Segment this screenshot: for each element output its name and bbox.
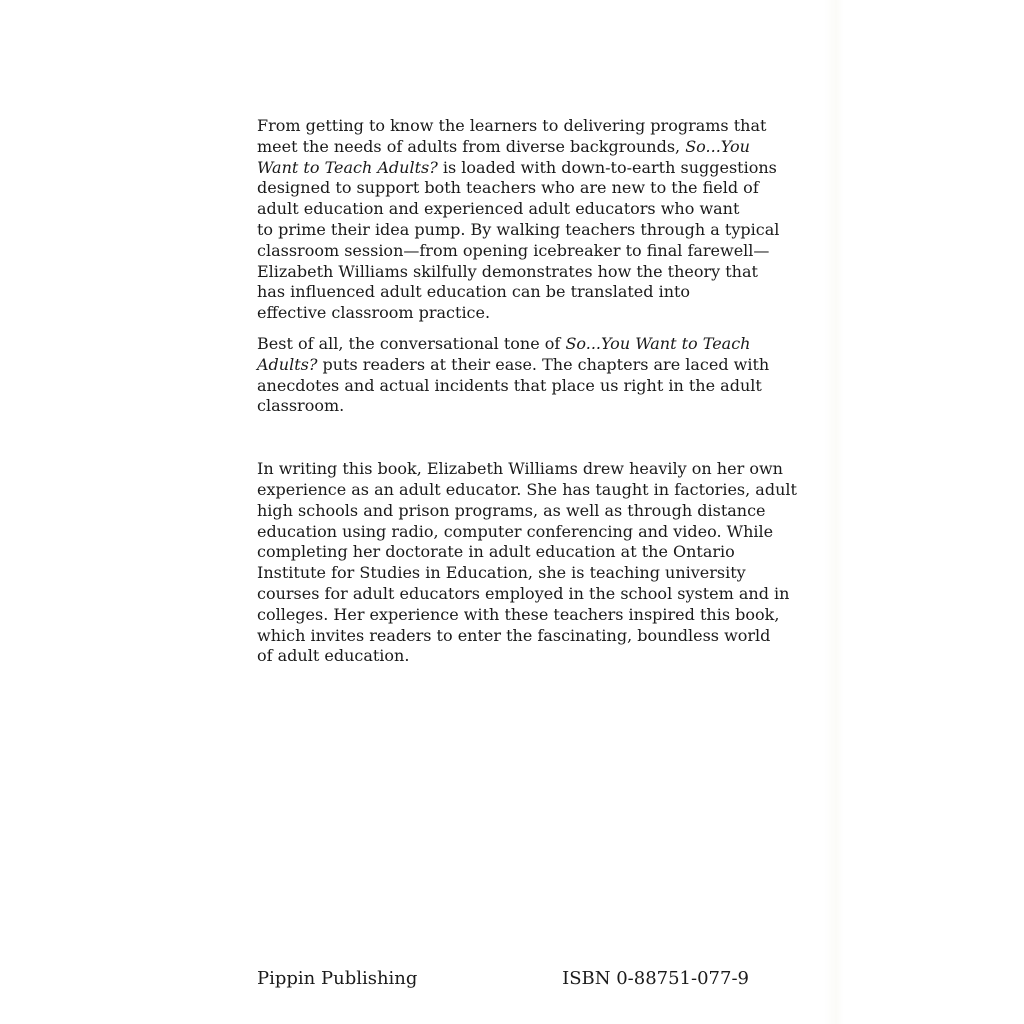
blurb-paragraph-tone <box>257 334 777 417</box>
book-title-italic: Adults? <box>257 354 318 374</box>
text-line: which invites readers to enter the fascinating, boundless world <box>257 625 771 645</box>
text-line: anecdotes and actual incidents that place us right in the adult <box>257 375 762 395</box>
blurb-paragraph-summary <box>257 116 780 324</box>
scan-edge-shading <box>824 0 844 1024</box>
text-line: meet the needs of adults from diverse backgrounds, So...You <box>257 136 750 156</box>
text-line: education using radio, computer conferencing and video. While <box>257 521 774 541</box>
author-bio-paragraph <box>257 459 797 667</box>
text-line: Best of all, the conversational tone of So...You Want to Teach <box>257 333 751 353</box>
book-title-italic: So...You Want to Teach <box>565 333 751 353</box>
text-line: From getting to know the learners to delivering programs that <box>257 116 767 135</box>
text-line: colleges. Her experience with these teachers inspired this book, <box>257 604 780 624</box>
isbn-number: ISBN 0-88751-077-9 <box>562 968 749 989</box>
text-line: has influenced adult education can be translated into <box>257 282 691 302</box>
text-line: adult education and experienced adult educators who want <box>257 199 740 219</box>
text-line: designed to support both teachers who are new to the field of <box>257 178 759 198</box>
text-line: completing her doctorate in adult education at the Ontario <box>257 542 735 562</box>
text-line: Want to Teach Adults? is loaded with down-to-earth suggestions <box>257 157 777 177</box>
text-line: courses for adult educators employed in the school system and in <box>257 583 790 603</box>
text-line: of adult education. <box>257 646 410 666</box>
publisher-name: Pippin Publishing <box>257 968 418 989</box>
text-line: classroom session—from opening icebreaker to final farewell— <box>257 240 770 260</box>
text-line: In writing this book, Elizabeth Williams drew heavily on her own <box>257 459 783 479</box>
text-line: high schools and prison programs, as well as through distance <box>257 500 766 520</box>
text-line: experience as an adult educator. She has taught in factories, adult <box>257 479 797 499</box>
text-line: Elizabeth Williams skilfully demonstrates how the theory that <box>257 261 758 281</box>
text-line: effective classroom practice. <box>257 303 491 323</box>
blurb-text <box>257 116 797 667</box>
text-line: to prime their idea pump. By walking teachers through a typical <box>257 219 780 239</box>
cover-footer <box>257 968 749 989</box>
book-title-italic: So...You <box>685 136 750 156</box>
text-line: Adults? puts readers at their ease. The chapters are laced with <box>257 354 770 374</box>
book-title-italic: Want to Teach Adults? <box>257 157 438 177</box>
text-line: classroom. <box>257 396 345 416</box>
text-line: Institute for Studies in Education, she is teaching university <box>257 563 746 583</box>
